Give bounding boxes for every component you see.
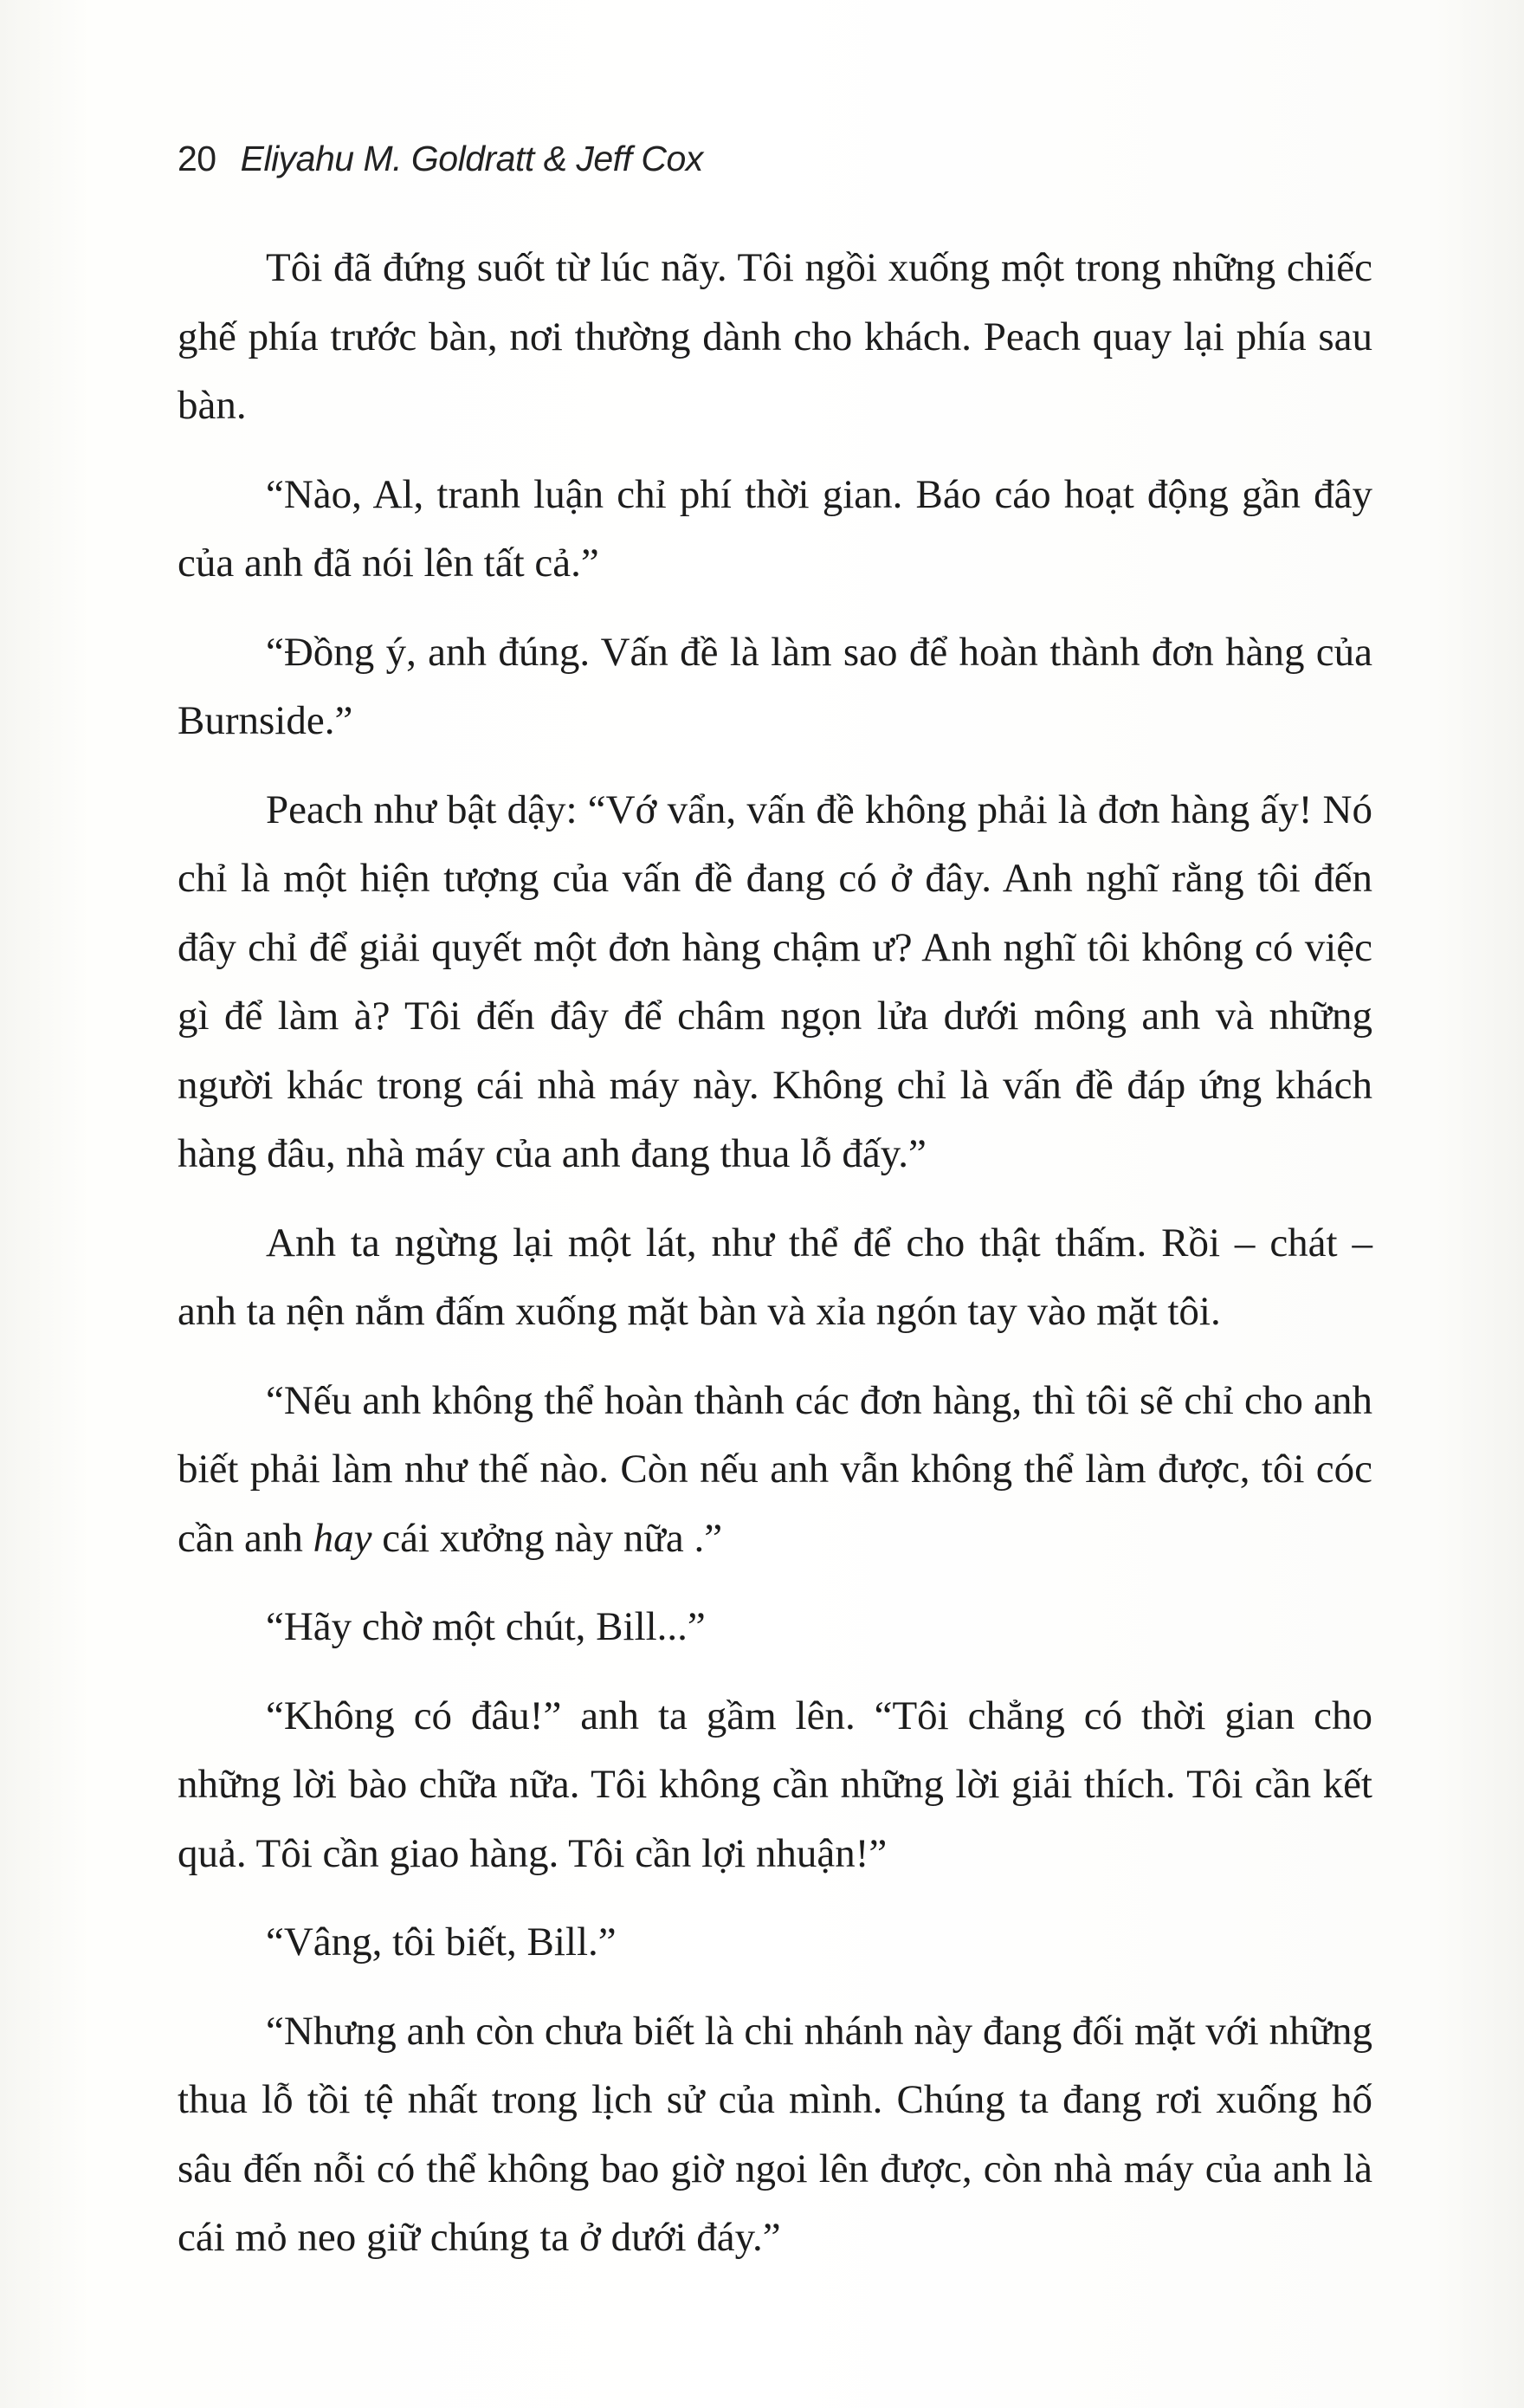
page-number: 20 xyxy=(178,139,216,178)
body-text xyxy=(178,234,1372,2293)
paragraph: “Nào, Al, tranh luận chỉ phí thời gian. Báo cáo hoạt động gần đây của anh đã nói lên tất cả.” xyxy=(178,471,1372,586)
paragraph: “Nhưng anh còn chưa biết là chi nhánh này đang đối mặt với những thua lỗ tồi tệ nhất trong lịch sử của mình. Chúng ta đang rơi xuống hố sâu đến nỗi có thể không bao giờ ngoi lên được, còn nhà máy của anh là cái mỏ neo giữ chúng ta ở dưới đáy.” xyxy=(178,2008,1372,2260)
paragraph: “Hãy chờ một chút, Bill...” xyxy=(266,1604,706,1649)
paragraph-text: cái xưởng này nữa .” xyxy=(371,1515,723,1561)
paragraph: “Vâng, tôi biết, Bill.” xyxy=(266,1919,617,1965)
running-header xyxy=(178,139,703,179)
paragraph: Peach như bật dậy: “Vớ vẩn, vấn đề không phải là đơn hàng ấy! Nó chỉ là một hiện tượng của vấn đề đang có ở đây. Anh nghĩ rằng tôi đến đây chỉ để giải quyết một đơn hàng chậm ư? Anh nghĩ tôi không có việc gì để làm à? Tôi đến đây để châm ngọn lửa dưới mông anh và những người khác trong cái nhà máy này. Không chỉ là vấn đề đáp ứng khách hàng đâu, nhà máy của anh đang thua lỗ đấy.” xyxy=(178,786,1372,1176)
paragraph: Anh ta ngừng lại một lát, như thể để cho thật thấm. Rồi – chát – anh ta nện nắm đấm xuống mặt bàn và xỉa ngón tay vào mặt tôi. xyxy=(178,1220,1372,1334)
author-names: Eliyahu M. Goldratt & Jeff Cox xyxy=(240,139,703,178)
paragraph: Tôi đã đứng suốt từ lúc nãy. Tôi ngồi xuống một trong những chiếc ghế phía trước bàn, nơi thường dành cho khách. Peach quay lại phía sau bàn. xyxy=(178,245,1372,428)
paragraph xyxy=(178,1367,1372,1574)
paragraph: “Không có đâu!” anh ta gầm lên. “Tôi chẳng có thời gian cho những lời bào chữa nữa. Tôi không cần những lời giải thích. Tôi cần kết quả. Tôi cần giao hàng. Tôi cần lợi nhuận!” xyxy=(178,1693,1372,1876)
emphasized-word: hay xyxy=(313,1515,372,1561)
paragraph: “Đồng ý, anh đúng. Vấn đề là làm sao để hoàn thành đơn hàng của Burnside.” xyxy=(178,629,1372,743)
paragraph-text: “Nếu anh không thể hoàn thành các đơn hàng, thì tôi sẽ chỉ cho anh biết phải làm như thế nào. Còn nếu anh vẫn không thể làm được, tôi cóc cần anh xyxy=(178,1377,1372,1561)
